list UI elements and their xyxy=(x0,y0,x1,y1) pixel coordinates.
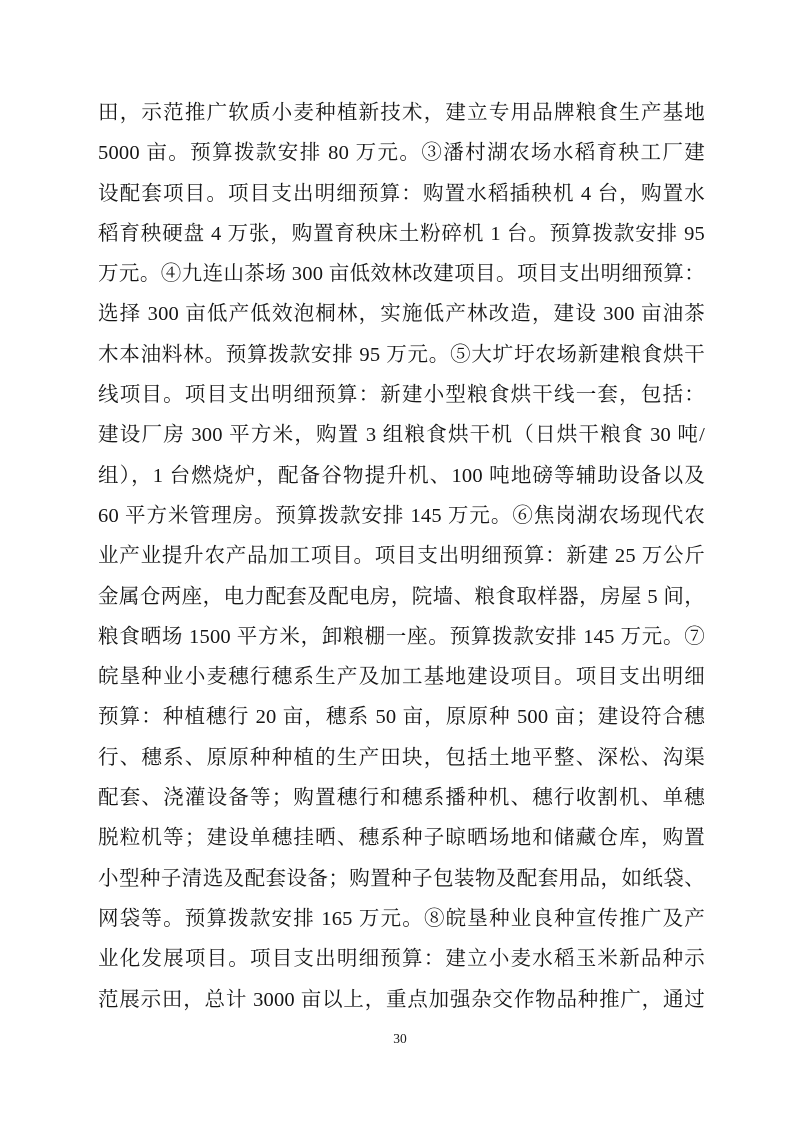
text-line: 网袋等。预算拨款安排 165 万元。⑧皖垦种业良种宣传推广及产 xyxy=(98,907,705,930)
text-line: 组），1 台燃烧炉，配备谷物提升机、100 吨地磅等辅助设备以及 xyxy=(98,464,705,487)
text-line: 线项目。项目支出明细预算：新建小型粮食烘干线一套，包括： xyxy=(98,384,705,407)
text-line: 5000 亩。预算拨款安排 80 万元。③潘村湖农场水稻育秧工厂建 xyxy=(98,142,705,165)
text-line: 60 平方米管理房。预算拨款安排 145 万元。⑥焦岗湖农场现代农 xyxy=(98,504,705,527)
text-line: 设配套项目。项目支出明细预算：购置水稻插秧机 4 台，购置水 xyxy=(98,182,705,205)
text-line: 木本油料林。预算拨款安排 95 万元。⑤大圹圩农场新建粮食烘干 xyxy=(98,343,705,366)
text-line: 脱粒机等；建设单穗挂晒、穗系种子晾晒场地和储藏仓库，购置 xyxy=(98,827,705,850)
text-line: 业化发展项目。项目支出明细预算：建立小麦水稻玉米新品种示 xyxy=(98,948,705,971)
text-line: 选择 300 亩低产低效泡桐林，实施低产林改造，建设 300 亩油茶 xyxy=(98,303,705,326)
text-line: 小型种子清选及配套设备；购置种子包装物及配套用品，如纸袋、 xyxy=(98,867,705,890)
page-number: 30 xyxy=(393,1031,407,1046)
text-line: 配套、浇灌设备等；购置穗行和穗系播种机、穗行收割机、单穗 xyxy=(98,787,705,810)
text-line: 皖垦种业小麦穗行穗系生产及加工基地建设项目。项目支出明细 xyxy=(98,666,705,689)
text-line: 田，示范推广软质小麦种植新技术，建立专用品牌粮食生产基地 xyxy=(98,102,705,124)
text-line: 行、穗系、原原种种植的生产田块，包括土地平整、深松、沟渠 xyxy=(98,746,705,769)
text-line: 万元。④九连山茶场 300 亩低效林改建项目。项目支出明细预算： xyxy=(98,263,705,286)
text-line: 业产业提升农产品加工项目。项目支出明细预算：新建 25 万公斤 xyxy=(98,545,705,568)
body-text xyxy=(98,93,705,1020)
text-line: 稻育秧硬盘 4 万张，购置育秧床土粉碎机 1 台。预算拨款安排 95 xyxy=(98,222,705,245)
text-line: 预算：种植穗行 20 亩，穗系 50 亩，原原种 500 亩；建设符合穗 xyxy=(98,706,705,729)
text-line: 建设厂房 300 平方米，购置 3 组粮食烘干机（日烘干粮食 30 吨/ xyxy=(98,424,705,447)
text-line: 范展示田，总计 3000 亩以上，重点加强杂交作物品种推广，通过 xyxy=(98,988,705,1011)
text-line: 粮食晒场 1500 平方米，卸粮棚一座。预算拨款安排 145 万元。⑦ xyxy=(98,625,705,648)
text-line: 金属仓两座，电力配套及配电房，院墙、粮食取样器，房屋 5 间， xyxy=(98,585,705,608)
